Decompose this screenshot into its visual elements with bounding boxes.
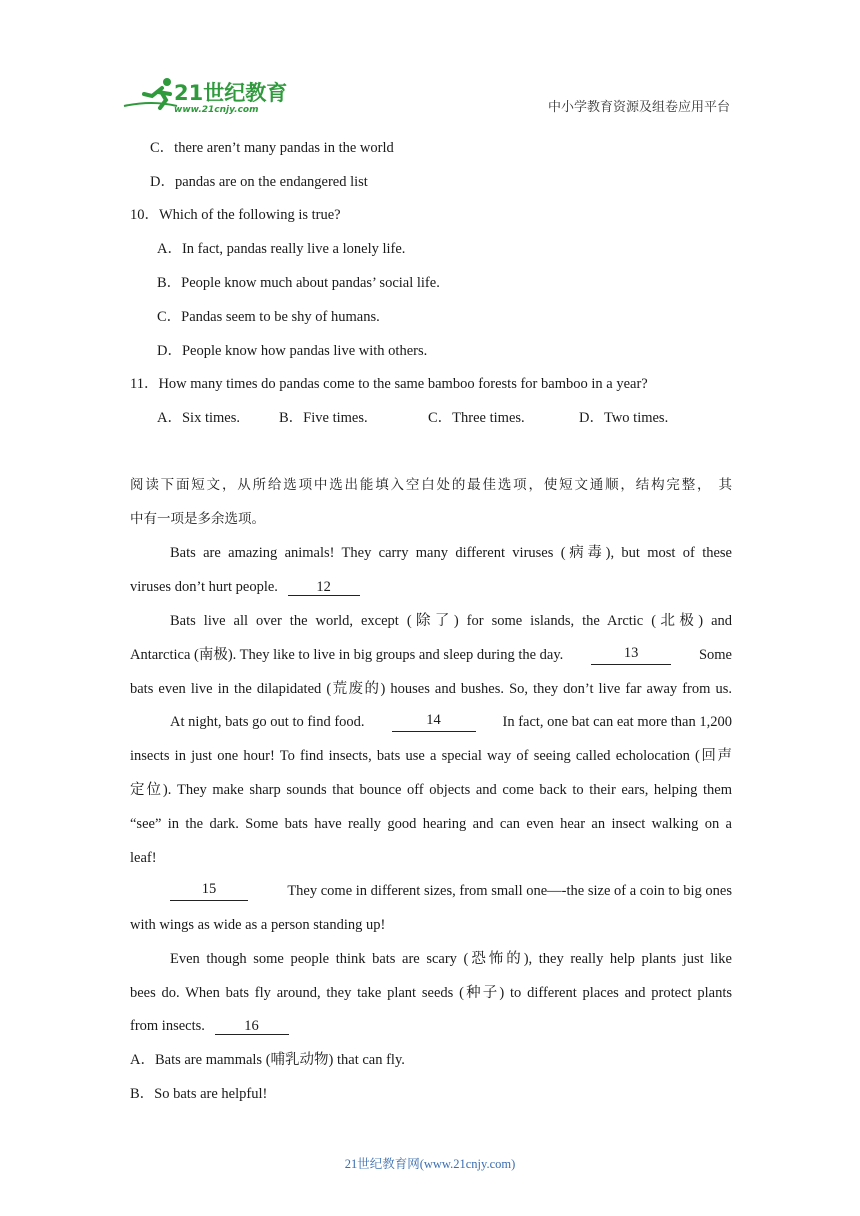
svg-text:www.21cnjy.com: www.21cnjy.com [174, 105, 259, 115]
section-instructions-line1: 阅读下面短文，从所给选项中选出能填入空白处的最佳选项，使短文通顺，结构完整， 其 [130, 477, 732, 493]
blank-12: 12 [288, 579, 360, 596]
platform-title: 中小学教育资源及组卷应用平台 [548, 100, 731, 115]
passage-p1-line2 [130, 577, 360, 597]
passage-p3-line1 [170, 712, 732, 732]
passage-p5-line1: Even though some people think bats are scary (恐怖的), they really help plants just like [170, 951, 732, 967]
passage-p2-line2-text: Antarctica (南极). They like to live in big groups and sleep during the day. [130, 647, 564, 663]
blank-16: 16 [215, 1018, 289, 1035]
blank-14: 14 [392, 712, 476, 732]
page-footer[interactable]: 21世纪教育网(www.21cnjy.com) [344, 1157, 516, 1171]
blank-13: 13 [591, 645, 671, 665]
passage-p5-line2: bees do. When bats fly around, they take plant seeds (种子) to different places and protect plants [130, 985, 732, 1001]
section-instructions-line2: 中有一项是多余选项。 [130, 511, 265, 527]
passage-p3-line1-text: At night, bats go out to find food. [170, 714, 365, 730]
q10-stem: 10．Which of the following is true? [130, 207, 341, 223]
q11-option-b: B．Five times. [279, 410, 368, 426]
passage-p1-line2-text: viruses don’t hurt people. [130, 579, 278, 595]
svg-text:21世纪教育: 21世纪教育 [174, 81, 288, 105]
passage-p3-line2: insects in just one hour! To find insects, bats use a special way of seeing called echolocation (回声 [130, 748, 732, 764]
q10-option-b: B．People know much about pandas’ social life. [157, 275, 440, 291]
passage-p3-line3: 定位). They make sharp sounds that bounce off objects and come back to their ears, helping them [130, 782, 732, 798]
q10-option-c: C．Pandas seem to be shy of humans. [157, 309, 380, 325]
passage-p2-line3: bats even live in the dilapidated (荒废的) houses and bushes. So, they don’t live far away from us. [130, 681, 732, 697]
passage-p4-line2: with wings as wide as a person standing up! [130, 917, 386, 933]
page-header [0, 0, 860, 125]
q11-option-d: D．Two times. [579, 410, 669, 426]
passage-p3-line4: “see” in the dark. Some bats have really good hearing and can even hear an insect walking on a [130, 816, 732, 832]
q9-option-d: D．pandas are on the endangered list [150, 174, 368, 190]
q11-option-a: A．Six times. [157, 410, 240, 426]
passage-p5-line3-text: from insects. [130, 1018, 205, 1034]
passage-p1-line1: Bats are amazing animals! They carry many different viruses (病毒), but most of these [170, 545, 732, 561]
passage-p3-line5: leaf! [130, 850, 157, 866]
passage-option-b: B．So bats are helpful! [130, 1086, 268, 1102]
q10-option-a: A．In fact, pandas really live a lonely life. [157, 241, 406, 257]
q9-option-c: C．there aren’t many pandas in the world [150, 140, 394, 156]
passage-p4-line1 [170, 881, 732, 901]
passage-option-a: A．Bats are mammals (哺乳动物) that can fly. [130, 1052, 405, 1068]
passage-p2-line2-tail: Some [698, 647, 732, 663]
passage-p5-line3 [130, 1016, 289, 1036]
passage-p3-line1-tail: In fact, one bat can eat more than 1,200 [502, 714, 732, 730]
passage-p2-line2 [130, 645, 732, 665]
passage-p4-line1-text: They come in different sizes, from small one—-the size of a coin to big ones [287, 883, 732, 899]
q10-option-d: D．People know how pandas live with others. [157, 343, 428, 359]
passage-p2-line1: Bats live all over the world, except (除了) for some islands, the Arctic (北极) and [170, 613, 732, 629]
logo-21cnjy [122, 66, 292, 116]
q11-stem: 11．How many times do pandas come to the same bamboo forests for bamboo in a year? [130, 376, 648, 392]
q11-option-c: C．Three times. [428, 410, 525, 426]
blank-15: 15 [170, 881, 248, 901]
